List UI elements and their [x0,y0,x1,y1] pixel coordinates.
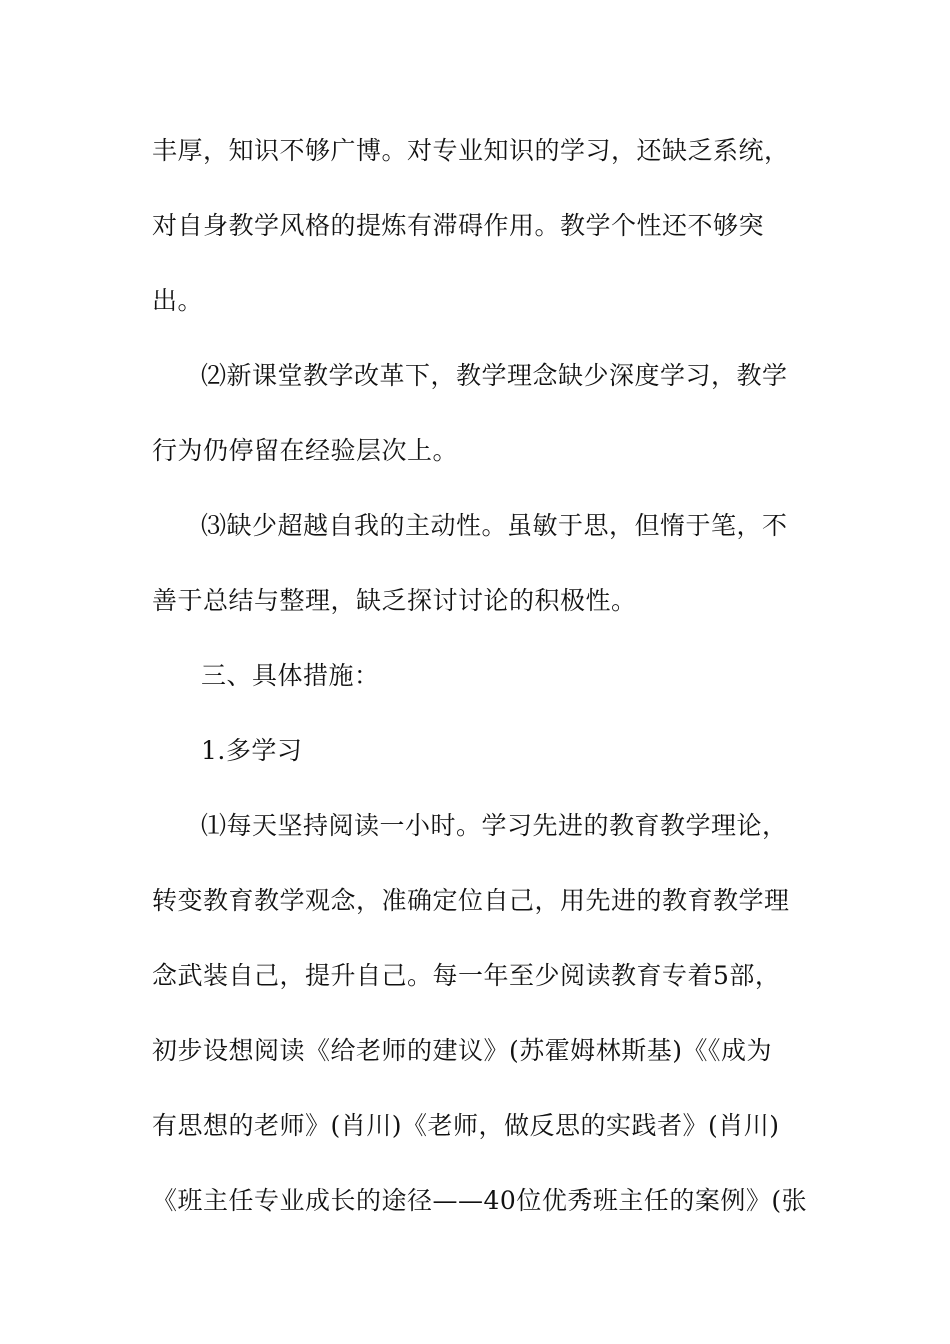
section-heading: 三、具体措施： [201,661,380,690]
subsection-heading: 1.多学习 [201,736,303,765]
text-line: 对自身教学风格的提炼有滞碍作用。教学个性还不够突 [152,211,765,240]
text-line: 念武装自己，提升自己。每一年至少阅读教育专着5部， [152,961,781,990]
text-line: 初步设想阅读《给老师的建议》(苏霍姆林斯基)《《成为 [152,1036,773,1065]
paragraph-start-line: ⑴每天坚持阅读一小时。学习先进的教育教学理论， [201,811,788,840]
paragraph-start-line: ⑶缺少超越自我的主动性。虽敏于思，但惰于笔，不 [201,511,788,540]
text-line: 转变教育教学观念，准确定位自己，用先进的教育教学理 [152,886,790,915]
text-line: 行为仍停留在经验层次上。 [152,436,459,465]
text-line: 善于总结与整理，缺乏探讨讨论的积极性。 [152,586,637,615]
text-line: 有思想的老师》(肖川)《老师，做反思的实践者》(肖川) [152,1111,780,1140]
text-line: 《班主任专业成长的途径——40位优秀班主任的案例》(张 [152,1186,808,1215]
paragraph-start-line: ⑵新课堂教学改革下，教学理念缺少深度学习，教学 [201,361,788,390]
text-line: 出。 [152,286,204,315]
text-line: 丰厚，知识不够广博。对专业知识的学习，还缺乏系统， [152,136,790,165]
